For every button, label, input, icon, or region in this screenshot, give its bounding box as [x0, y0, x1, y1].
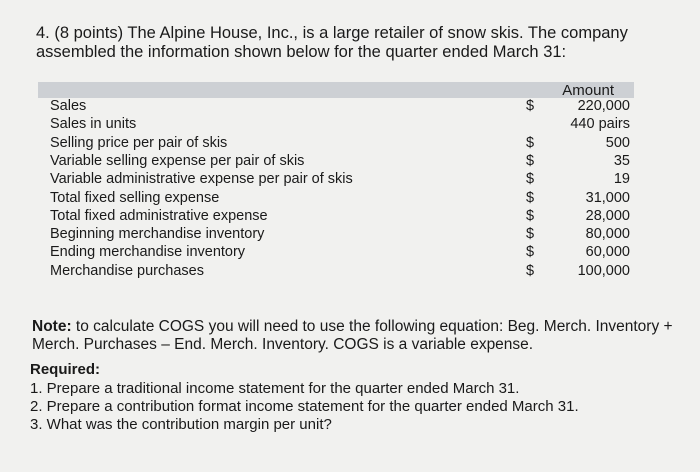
- row-currency-sign: $: [526, 207, 535, 224]
- row-label: Total fixed administrative expense: [50, 207, 268, 224]
- question-title: 4. (8 points) The Alpine House, Inc., is a large retailer of snow skis. The company assembled the information shown below for the quarter ended March 31:: [36, 24, 628, 61]
- row-currency-sign: $: [526, 262, 535, 279]
- row-label: Merchandise purchases: [50, 262, 204, 279]
- table-row: [50, 115, 630, 133]
- row-currency-sign: $: [526, 226, 535, 243]
- note-label: Note:: [32, 318, 72, 335]
- table-row: [50, 97, 630, 115]
- table-row: [50, 207, 630, 225]
- row-amount: 500: [605, 134, 630, 151]
- required-title: Required:: [30, 361, 101, 378]
- row-amount: 28,000: [585, 207, 630, 224]
- amount-column-header: Amount: [562, 82, 614, 99]
- required-item: 2. Prepare a contribution format income statement for the quarter ended March 31.: [30, 398, 579, 415]
- row-amount: 100,000: [577, 262, 630, 279]
- table-row: [50, 170, 630, 188]
- row-label: Sales: [50, 98, 87, 114]
- row-currency-sign: $: [526, 171, 535, 188]
- row-label: Selling price per pair of skis: [50, 134, 228, 151]
- row-currency-sign: $: [526, 98, 535, 114]
- row-currency-sign: $: [526, 134, 535, 151]
- table-row: [50, 152, 630, 170]
- table-row: [50, 189, 630, 207]
- required-list: [30, 380, 650, 434]
- table-row: [50, 134, 630, 152]
- row-amount: 80,000: [585, 226, 630, 243]
- row-currency-sign: $: [526, 152, 535, 169]
- row-label: Sales in units: [50, 116, 137, 133]
- row-amount: 440 pairs: [570, 116, 630, 133]
- row-label: Ending merchandise inventory: [50, 244, 246, 261]
- row-currency-sign: $: [526, 244, 535, 261]
- row-label: Beginning merchandise inventory: [50, 226, 265, 243]
- row-label: Total fixed selling expense: [50, 189, 220, 206]
- row-amount: 35: [613, 152, 630, 169]
- table-row: [50, 225, 630, 243]
- note-text: to calculate COGS you will need to use the following equation: Beg. Merch. Inventory + Merch. Purchases – End. Merch. Inventory. COGS is a variable expense.: [32, 318, 673, 353]
- table-row: [50, 262, 630, 280]
- row-amount: 19: [613, 171, 630, 188]
- row-currency-sign: $: [526, 189, 535, 206]
- note-paragraph: [32, 318, 692, 354]
- required-item: 1. Prepare a traditional income statement for the quarter ended March 31.: [30, 380, 520, 397]
- row-amount: 31,000: [585, 189, 630, 206]
- table-row: [50, 243, 630, 261]
- row-label: Variable selling expense per pair of skis: [50, 152, 305, 169]
- table-header: [38, 82, 634, 98]
- row-amount: 220,000: [577, 98, 630, 114]
- row-label: Variable administrative expense per pair of skis: [50, 171, 353, 188]
- row-amount: 60,000: [585, 244, 630, 261]
- required-item: 3. What was the contribution margin per unit?: [30, 416, 332, 433]
